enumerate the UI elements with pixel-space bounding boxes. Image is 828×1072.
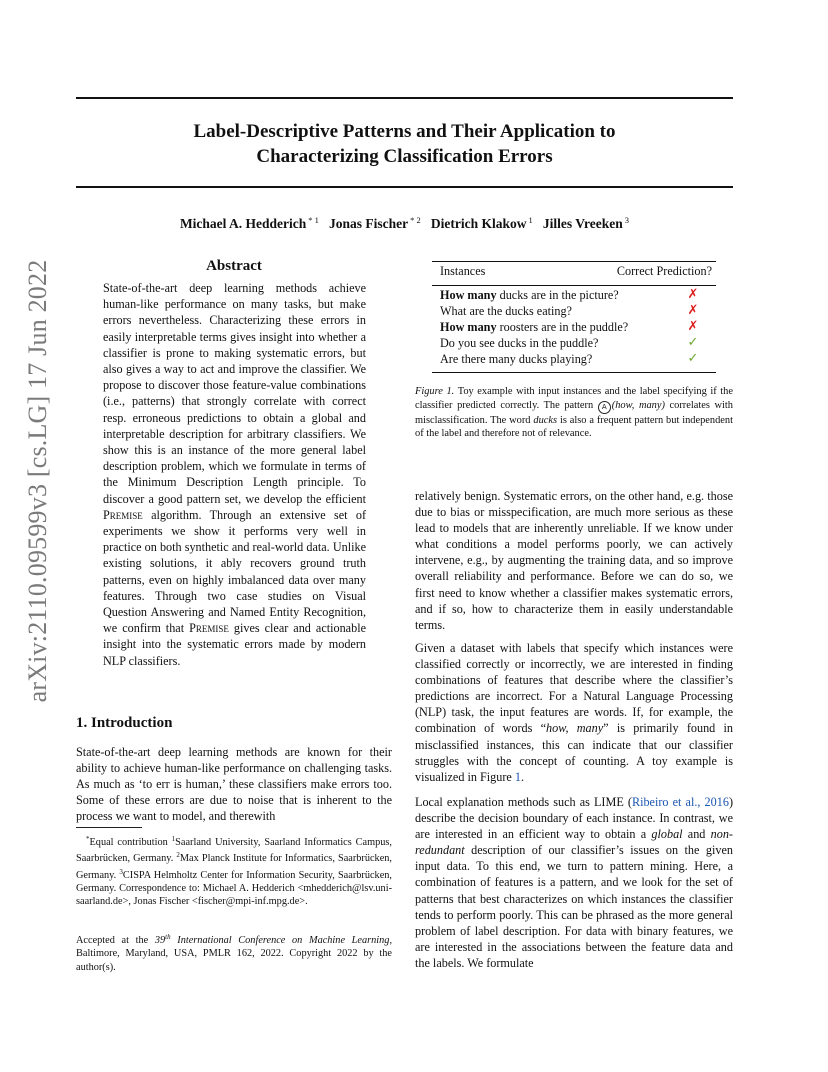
abstract-text	[103, 280, 366, 669]
instance-text	[440, 320, 628, 335]
premise-name: Premise	[189, 621, 229, 636]
author-name: Dietrich Klakow	[430, 216, 527, 231]
footnote-rule	[76, 827, 142, 828]
abstract-heading: Abstract	[206, 258, 262, 274]
author-affiliation-mark: * 1	[308, 215, 319, 225]
accepted-venue: International Conference on Machine Learning	[177, 935, 390, 946]
premise-name: Premise	[103, 507, 143, 522]
caption-pattern: (how, many)	[611, 399, 665, 411]
author-list	[76, 215, 733, 232]
right-paragraph-1: relatively benign. Systematic errors, on the other hand, e.g. those due to bias or misspecification, are much more serious as these lead to models that are inherently unreliable. If we know under what conditions a model performs poorly, we can actively intervene, e.g., by augmenting the training data, and so improve overall reliability and performance. Before we can do so, we first need to know whether a classifier makes systematic errors, and if so, how to characterize them in easily understandable terms.	[415, 489, 733, 632]
instance-text	[440, 352, 592, 367]
table-row	[440, 304, 710, 320]
instance-rest: Are there many ducks playing?	[440, 352, 593, 366]
check-mark-icon: ✓	[687, 351, 699, 366]
introduction-heading: 1. Introduction	[76, 715, 173, 731]
instance-rest: What are the ducks eating?	[440, 304, 572, 318]
instance-rest: roosters are in the puddle?	[496, 320, 629, 334]
footnote-affiliations: *Equal contribution $^1$Saarland University, Saarland Informatics Campus, Saarbrücken, Germany. $^2$Max Planck Institute for Informatics, Saarbrücken, Germany. $^3$CISPA Helmholtz Center for Information Security, Saarbrücken, Germany. Correspondence to: Michael A. Hedderich <mhedderich@lsv.uni-saarland.de>, Jonas Fischer <fischer@mpi-inf.mpg.de>.	[76, 835, 392, 908]
caption-label: Figure 1.	[415, 386, 455, 397]
caption-word: ducks	[533, 414, 558, 426]
table-bottom-rule	[432, 372, 716, 373]
table-top-rule	[432, 261, 716, 262]
figure-reference-link[interactable]: 1	[514, 769, 521, 784]
footnote-equal-contribution: Equal contribution	[89, 837, 168, 848]
table-header-instances: Instances	[440, 264, 486, 278]
paragraph-emphasis: global	[651, 827, 683, 842]
paragraph-emphasis: non-redundant	[415, 827, 733, 858]
accepted-number: 39	[154, 935, 166, 946]
cross-mark-icon: ✗	[687, 303, 699, 318]
footnote-affiliation-2: Max Planck Institute for Informatics, Saarbrücken, Germany.	[76, 853, 392, 881]
table-mid-rule	[432, 285, 716, 286]
author-name: Jonas Fischer	[329, 216, 409, 231]
cross-mark-icon: ✗	[687, 319, 699, 334]
table-row	[440, 320, 710, 336]
instance-text	[440, 288, 619, 303]
footnote-affiliation-3: CISPA Helmholtz Center for Information Security, Saarbrücken, Germany. Correspondence to: Michael A. Hedderich <mhedderich@lsv.uni-saarland.de>, Jonas Fischer <fischer@mpi-inf.mpg.de>.	[76, 869, 392, 908]
paper-title-line-1: Label-Descriptive Patterns and Their Application to	[193, 121, 616, 142]
title-bottom-rule	[76, 186, 733, 188]
check-mark-icon: ✓	[687, 335, 699, 350]
table-row	[440, 352, 710, 368]
arxiv-identifier[interactable]: arXiv:2110.09599v3 [cs.LG] 17 Jun 2022	[23, 259, 52, 703]
accepted-rest: , Baltimore, Maryland, USA, PMLR 162, 2022. Copyright 2022 by the author(s).	[76, 935, 393, 973]
abstract-text-part: algorithm. Through an extensive set of experiments we show it performs very well in practice on both synthetic and real-world data. Unlike existing solutions, it ably recovers ground truth patterns, even on highly imbalanced data over many features. Through two case studies on Visual Question Answering and Named Entity Recognition, we confirm that	[103, 507, 366, 636]
instance-text	[440, 304, 572, 319]
instance-pattern-words: How many	[440, 288, 497, 302]
paragraph-text: .	[520, 769, 524, 784]
author-affiliation-mark: * 2	[410, 215, 421, 225]
right-paragraph-3	[415, 794, 733, 971]
accepted-ordinal: th	[165, 933, 171, 941]
table-row	[440, 336, 710, 352]
footnote-accepted	[76, 931, 392, 974]
table-header-correct-prediction: Correct Prediction?	[616, 264, 712, 278]
pattern-circle-icon: A	[598, 401, 611, 414]
figure-1-caption	[415, 385, 733, 441]
paper-title-line-2: Characterizing Classification Errors	[256, 146, 553, 167]
caption-text: is also a frequent pattern but independent of the label and therefore not of relevance.	[415, 414, 733, 440]
paragraph-emphasis: how, many	[546, 721, 604, 736]
abstract-text-part: gives clear and actionable insight into the systematic errors made by modern NLP classifiers.	[103, 621, 366, 668]
abstract-text-part: State-of-the-art deep learning methods achieve human-like performance on many tasks, but make errors nevertheless. Characterizing these errors in easily interpretable terms gives insight into whether a classifier is prone to making systematic errors, but also gives a way to act and improve the classifier. We propose to discover those feature-value combinations (i.e., patterns) that strongly correlate with correct resp. erroneous predictions to obtain a global and interpretable description for arbitrary classifiers. We show this is an instance of the more general label description problem, which we formulate in terms of the Minimum Description Length principle. To discover a good pattern set, we develop the efficient	[103, 281, 366, 506]
introduction-text: State-of-the-art deep learning methods are known for their ability to achieve human-like performance on challenging tasks. As much as ‘to err is human,’ these classifiers make errors too. Some of these errors are due to noise that is inherent to the process we want to model, and therewith	[76, 745, 392, 824]
paper-title	[76, 119, 733, 169]
paragraph-text: ” is primarily found in misclassified instances, this can indicate that our classifier struggles with the concept of counting. A toy example is visualized in Figure	[415, 721, 733, 784]
table-row	[440, 288, 710, 304]
cross-mark-icon: ✗	[687, 287, 699, 302]
author-name: Michael A. Hedderich	[179, 216, 307, 231]
caption-text: correlates with misclassification. The word	[415, 399, 733, 426]
right-paragraph-2	[415, 640, 733, 785]
paragraph-text: Local explanation methods such as LIME (	[415, 795, 632, 809]
citation-link[interactable]: Ribeiro et al., 2016	[631, 795, 729, 809]
paragraph-text: and	[682, 827, 711, 842]
caption-text: Toy example with input instances and the label specifying if the classifier predicted correctly. The pattern	[415, 386, 733, 411]
author-name: Jilles Vreeken	[542, 216, 623, 231]
instance-rest: Do you see ducks in the puddle?	[440, 336, 599, 350]
instance-rest: ducks are in the picture?	[496, 288, 619, 302]
title-top-rule	[76, 97, 733, 99]
instance-text	[440, 336, 598, 351]
footnote-affiliation-1: Saarland University, Saarland Informatics Campus, Saarbrücken, Germany.	[76, 837, 392, 865]
paragraph-text: Given a dataset with labels that specify which instances were classified correctly or incorrectly, we are interested in finding combinations of features that describe where the classifier’s predictions are incorrect. For a Natural Language Processing (NLP) task, the input features are words. If, for example, the combination of words “	[415, 641, 733, 736]
author-affiliation-mark: 3	[624, 215, 630, 225]
paragraph-text: ) describe the decision boundary of each instance. In contrast, we are interested in an efficient way to obtain a	[415, 795, 733, 842]
author-affiliation-mark: 1	[528, 215, 533, 225]
instance-pattern-words: How many	[440, 320, 497, 334]
paragraph-text: description of our classifier’s issues on the given input data. To this end, we turn to pattern mining. Here, a combination of features is a pattern, and we look for the set of patterns that best characterizes on which instances the classifier tends to perform poorly. This can be phrased as the more general problem of label description. For data with binary features, we are interested in the associations between the feature data and the labels. We formulate	[415, 843, 733, 970]
accepted-prefix: Accepted at the	[76, 935, 149, 946]
